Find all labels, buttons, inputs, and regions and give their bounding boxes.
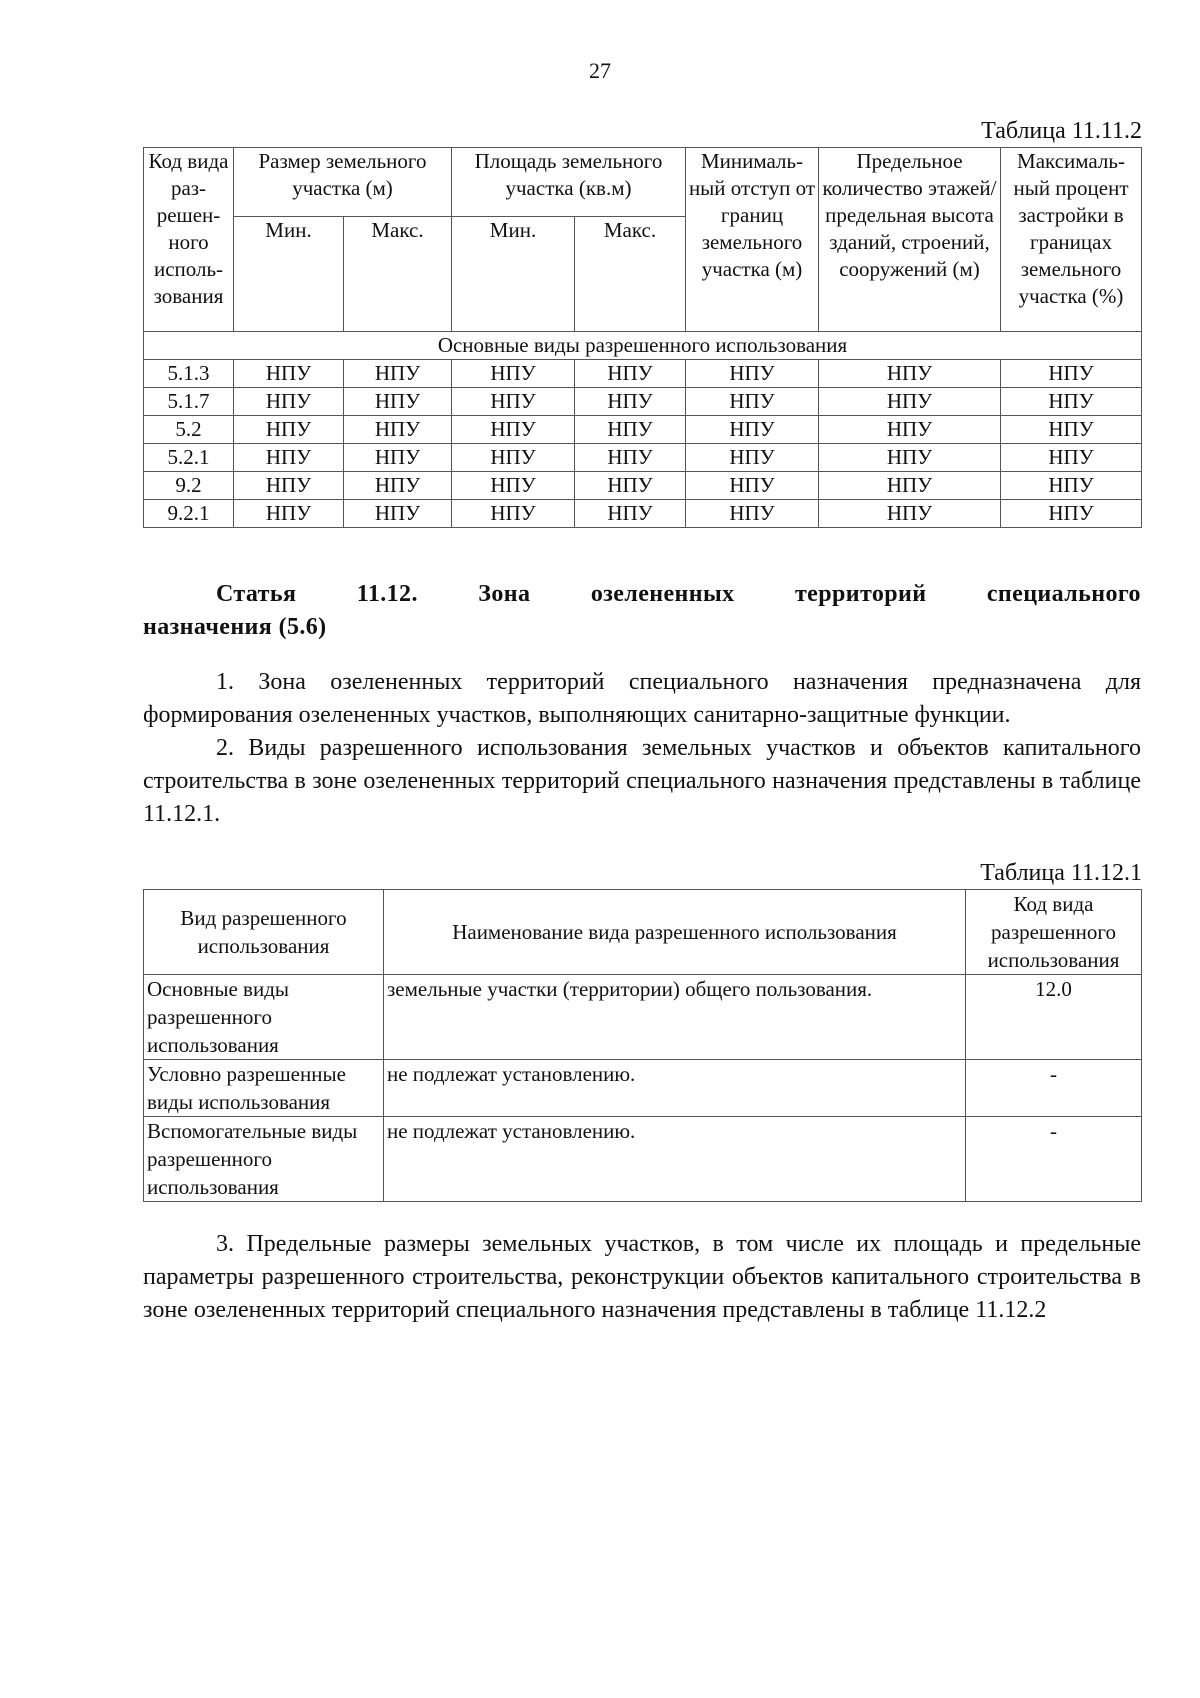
cell: НПУ [686, 444, 819, 472]
table-row [144, 388, 1142, 416]
cell: НПУ [344, 388, 452, 416]
cell-name: не подлежат установлению. [384, 1117, 966, 1202]
heading-word: Статья [216, 581, 297, 607]
cell-code: 5.1.7 [144, 388, 234, 416]
header-area-max: Макс. [575, 217, 686, 332]
cell: НПУ [819, 416, 1001, 444]
table-row [144, 1117, 1142, 1202]
table-row [144, 975, 1142, 1060]
table-row [144, 360, 1142, 388]
cell: НПУ [686, 388, 819, 416]
table-row [144, 472, 1142, 500]
heading-word: специального [986, 581, 1141, 607]
header-code: Код вида разрешенного использования [966, 890, 1142, 975]
table-caption: Таблица 11.11.2 [981, 118, 1142, 144]
cell: НПУ [575, 500, 686, 528]
cell-code: 5.1.3 [144, 360, 234, 388]
cell: НПУ [686, 416, 819, 444]
cell: НПУ [452, 388, 575, 416]
cell: НПУ [1001, 444, 1142, 472]
cell-name: земельные участки (территории) общего пользования. [384, 975, 966, 1060]
cell: НПУ [1001, 472, 1142, 500]
header-kind: Вид разрешенного использования [144, 890, 384, 975]
header-indent: Минималь- ный отступ от границ земельного участка (м) [686, 148, 819, 332]
section-label: Основные виды разрешенного использования [144, 332, 1142, 360]
cell: НПУ [819, 388, 1001, 416]
cell-code: 12.0 [966, 975, 1142, 1060]
cell-code: 9.2.1 [144, 500, 234, 528]
table-row [144, 416, 1142, 444]
heading-line2: назначения (5.6) [143, 614, 327, 640]
cell: НПУ [1001, 388, 1142, 416]
cell: НПУ [575, 360, 686, 388]
cell: НПУ [819, 500, 1001, 528]
cell-name: не подлежат установлению. [384, 1060, 966, 1117]
table-row [144, 1060, 1142, 1117]
heading-word: озелененных [590, 581, 735, 607]
cell-kind: Условно разрешенные виды использования [144, 1060, 384, 1117]
header-area-group: Площадь земельного участка (кв.м) [452, 148, 686, 217]
header-size-min: Мин. [234, 217, 344, 332]
table-row [144, 444, 1142, 472]
paragraph-1: 1. Зона озелененных территорий специального назначения предназначена для формирования озелененных участков, выполняющих санитарно-защитные функции. [143, 669, 1141, 728]
heading-word: Зона [478, 581, 531, 607]
cell-code: - [966, 1060, 1142, 1117]
cell: НПУ [819, 360, 1001, 388]
cell: НПУ [1001, 416, 1142, 444]
cell: НПУ [575, 388, 686, 416]
paragraph-2: 2. Виды разрешенного использования земельных участков и объектов капитального строительства в зоне озелененных территорий специального назначения представлены в таблице 11.12.1. [143, 735, 1141, 827]
header-area-min: Мин. [452, 217, 575, 332]
cell: НПУ [234, 360, 344, 388]
cell-code: - [966, 1117, 1142, 1202]
header-floors: Предельное количество этажей/ предельная высота зданий, строений, сооружений (м) [819, 148, 1001, 332]
cell: НПУ [344, 500, 452, 528]
cell: НПУ [234, 500, 344, 528]
cell-code: 5.2.1 [144, 444, 234, 472]
cell: НПУ [452, 500, 575, 528]
paragraph-3: 3. Предельные размеры земельных участков, в том числе их площадь и предельные параметры разрешенного строительства, реконструкции объектов капитального строительства в зоне озелененных территорий специального назначения представлены в таблице 11.12.2 [143, 1231, 1141, 1323]
cell: НПУ [452, 444, 575, 472]
cell: НПУ [819, 472, 1001, 500]
cell: НПУ [686, 472, 819, 500]
table-caption: Таблица 11.12.1 [980, 860, 1142, 886]
cell-kind: Вспомогательные виды разрешенного использования [144, 1117, 384, 1202]
cell: НПУ [452, 360, 575, 388]
cell: НПУ [234, 416, 344, 444]
heading-word: территорий [794, 581, 927, 607]
cell: НПУ [575, 444, 686, 472]
cell: НПУ [452, 472, 575, 500]
cell: НПУ [686, 360, 819, 388]
article-body [143, 666, 1141, 831]
header-percent: Максималь- ный процент застройки в границах земельного участка (%) [1001, 148, 1142, 332]
cell: НПУ [344, 360, 452, 388]
cell: НПУ [234, 472, 344, 500]
cell: НПУ [819, 444, 1001, 472]
cell: НПУ [344, 472, 452, 500]
cell-kind: Основные виды разрешенного использования [144, 975, 384, 1060]
cell: НПУ [452, 416, 575, 444]
header-code: Код вида раз- решен- ного исполь- зования [144, 148, 234, 332]
cell: НПУ [1001, 500, 1142, 528]
heading-word: 11.12. [356, 581, 418, 607]
cell: НПУ [575, 472, 686, 500]
cell-code: 9.2 [144, 472, 234, 500]
paragraph-3-block [143, 1228, 1141, 1327]
header-size-max: Макс. [344, 217, 452, 332]
page-number: 27 [589, 58, 611, 83]
cell: НПУ [575, 416, 686, 444]
article-heading [143, 578, 1141, 644]
cell: НПУ [234, 444, 344, 472]
cell-code: 5.2 [144, 416, 234, 444]
cell: НПУ [344, 444, 452, 472]
header-name: Наименование вида разрешенного использования [384, 890, 966, 975]
cell: НПУ [344, 416, 452, 444]
cell: НПУ [1001, 360, 1142, 388]
usage-types-table [143, 889, 1142, 1202]
cell: НПУ [234, 388, 344, 416]
cell: НПУ [686, 500, 819, 528]
table-row [144, 500, 1142, 528]
header-size-group: Размер земельного участка (м) [234, 148, 452, 217]
parameters-table [143, 147, 1142, 528]
